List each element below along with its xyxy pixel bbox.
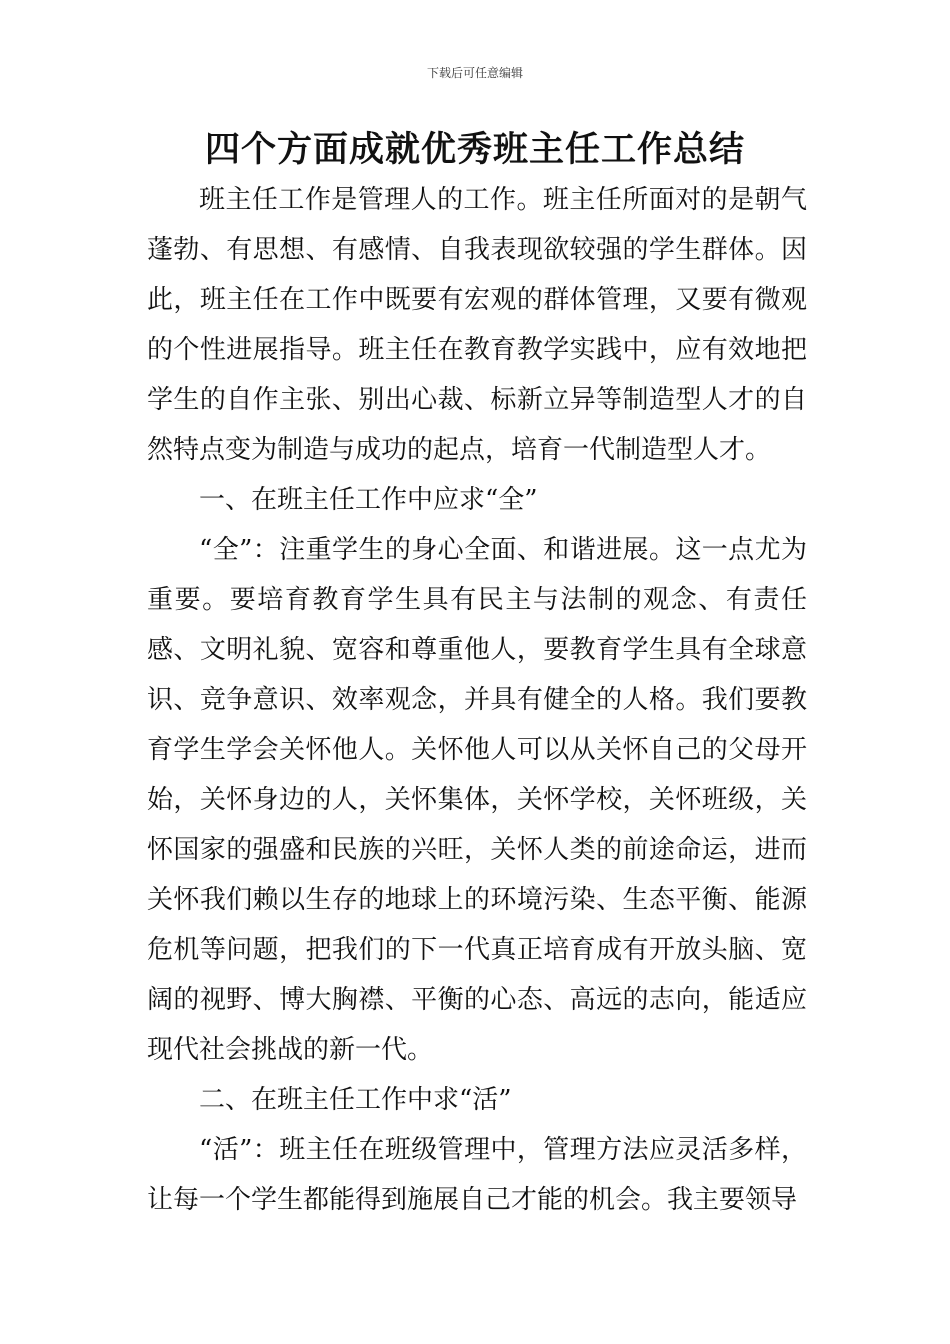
paragraph-intro: 班主任工作是管理人的工作。班主任所面对的是朝气蓬勃、有思想、有感情、自我表现欲较强的学生群体。因此，班主任在工作中既要有宏观的群体管理，又要有微观的个性进展指导。班主任在教育教学实践中，应有效地把学生的自作主张、别出心裁、标新立异等制造型人才的自然特点变为制造与成功的起点，培育一代制造型人才。 (147, 185, 807, 465)
paragraph-section-2: “活”：班主任在班级管理中，管理方法应灵活多样，让每一个学生都能得到施展自己才能的机会。我主要领导 (147, 1135, 807, 1215)
page-header-note: 下载后可任意编辑 (426, 66, 523, 80)
paragraph-section-1: “全”：注重学生的身心全面、和谐进展。这一点尤为重要。要培育教育学生具有民主与法制的观念、有责任感、文明礼貌、宽容和尊重他人，要教育学生具有全球意识、竞争意识、效率观念，并具有健全的人格。我们要教育学生学会关怀他人。关怀他人可以从关怀自己的父母开始，关怀身边的人，关怀集体，关怀学校，关怀班级，关怀国家的强盛和民族的兴旺，关怀人类的前途命运，进而关怀我们赖以生存的地球上的环境污染、生态平衡、能源危机等问题，把我们的下一代真正培育成有开放头脑、宽阔的视野、博大胸襟、平衡的心态、高远的志向，能适应现代社会挑战的新一代。 (147, 535, 807, 1065)
section-heading-2: 二、在班主任工作中求“活” (199, 1085, 512, 1115)
document-title: 四个方面成就优秀班主任工作总结 (204, 130, 745, 170)
section-heading-1: 一、在班主任工作中应求“全” (199, 485, 538, 515)
document-body (147, 175, 807, 1225)
